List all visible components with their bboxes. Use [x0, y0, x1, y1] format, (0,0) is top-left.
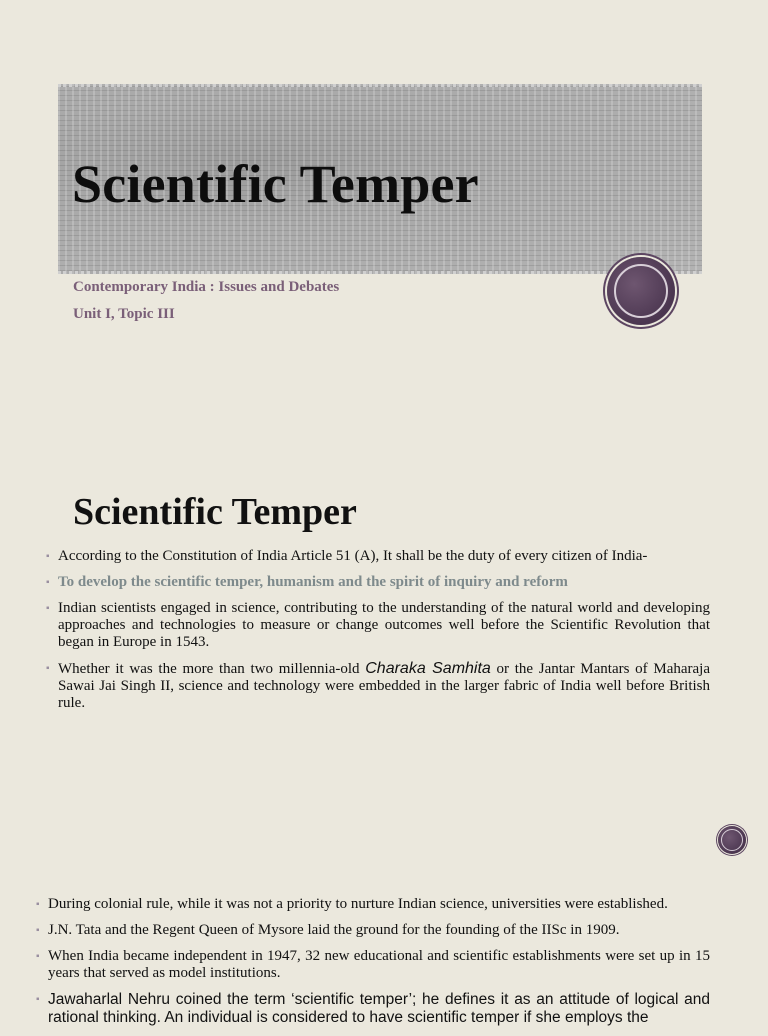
list-item: ▪ According to the Constitution of India Article 51 (A), It shall be the duty of every citizen of India-: [48, 548, 710, 565]
section-title: Scientific Temper: [73, 491, 357, 533]
content-slide: [0, 460, 768, 875]
list-item-text: or the Jantar Mantars of Maharaja Sawai Jai Singh II, science and technology were embedded in the larger fabric of India well before British rule.: [58, 661, 710, 711]
bullet-list: [48, 548, 710, 721]
list-item: ▪ J.N. Tata and the Regent Queen of Mysore laid the ground for the founding of the IISc in 1909.: [38, 922, 710, 939]
list-item: ▪ Indian scientists engaged in science, contributing to the understanding of the natural world and developing approaches and technologies to measure or change outcomes well before the Scientific Revolution that began in Europe in 1543.: [48, 600, 710, 651]
course-subtitle: Contemporary India : Issues and Debates: [73, 279, 340, 295]
unit-subtitle: Unit I, Topic III: [73, 306, 175, 322]
list-item: ▪ Jawaharlal Nehru coined the term ‘scientific temper’; he defines it as an attitude of logical and rational thinking. An individual is considered to have scientific temper if she employs the: [38, 991, 710, 1027]
slide-title: Scientific Temper: [72, 154, 479, 214]
list-item: [48, 660, 710, 712]
title-banner: [58, 84, 702, 274]
charaka-samhita-text: Charaka Samhita: [365, 660, 491, 677]
bullet-list: [38, 896, 710, 1036]
slide-badge-icon: [607, 257, 675, 325]
content-slide: [0, 875, 768, 1024]
list-item-text: Whether it was the more than two millennia-old: [58, 661, 366, 677]
slide-badge-icon-small: [718, 826, 746, 854]
list-item: ▪ During colonial rule, while it was not a priority to nurture Indian science, universities were established.: [38, 896, 710, 913]
list-item-highlight: ▪ To develop the scientific temper, humanism and the spirit of inquiry and reform: [48, 574, 710, 591]
list-item: ▪ When India became independent in 1947, 32 new educational and scientific establishments were set up in 15 years that served as model institutions.: [38, 948, 710, 982]
title-slide: [0, 0, 768, 460]
